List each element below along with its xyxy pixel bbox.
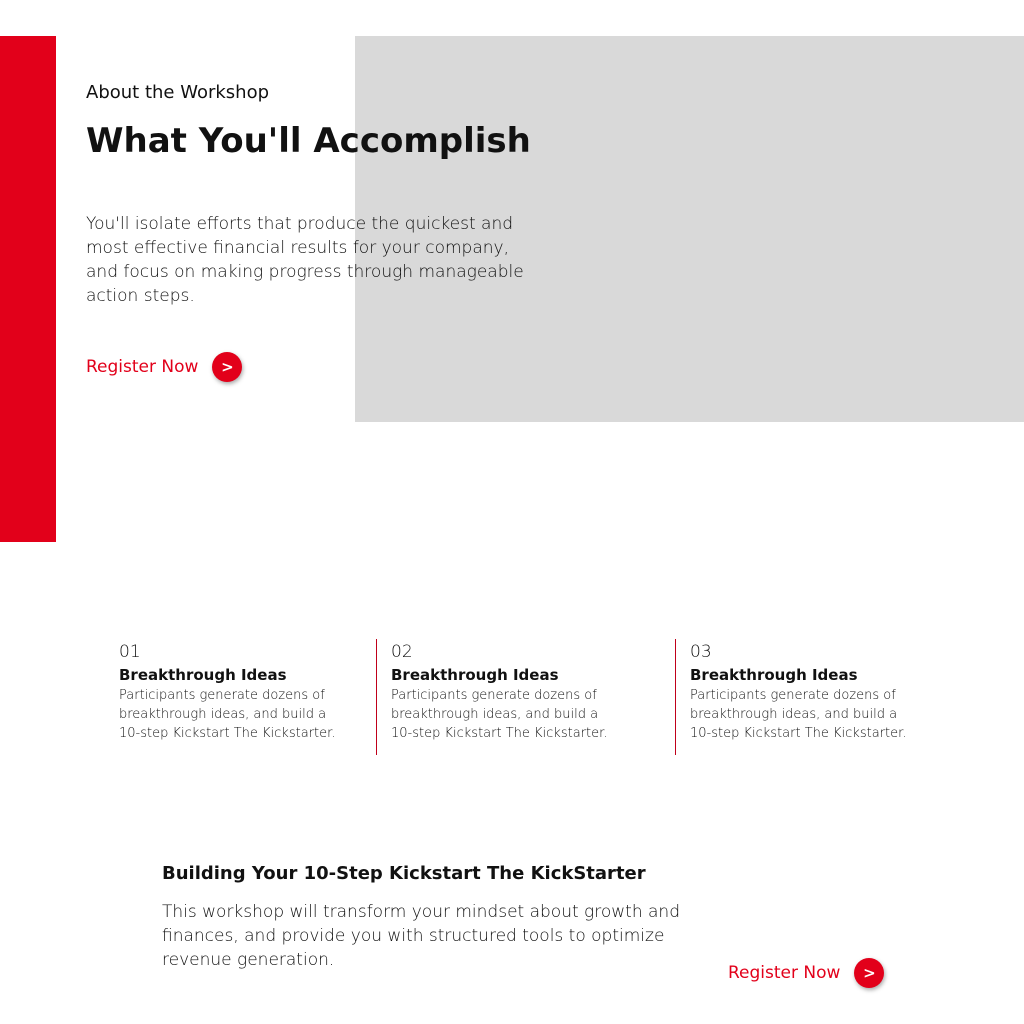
chevron-right-icon[interactable]: > <box>212 352 242 382</box>
feature-item <box>376 639 666 755</box>
kickstart-text: This workshop will transform your mindset about growth and finances, and provide you with structured tools to optimize revenue generation. <box>162 902 680 970</box>
red-accent-bar <box>0 36 56 542</box>
feature-item <box>119 639 369 755</box>
feature-number: 02 <box>391 642 413 662</box>
feature-number: 03 <box>690 642 712 662</box>
register-now-button[interactable] <box>86 351 242 383</box>
feature-item <box>675 639 965 755</box>
feature-title: Breakthrough Ideas <box>119 666 287 684</box>
feature-description: Participants generate dozens of breakthrough ideas, and build a 10-step Kickstart The Kickstarter. <box>690 688 907 741</box>
register-now-button-bottom[interactable] <box>728 957 884 989</box>
feature-title: Breakthrough Ideas <box>690 666 858 684</box>
feature-number: 01 <box>119 642 141 662</box>
feature-description: Participants generate dozens of breakthrough ideas, and build a 10-step Kickstart The Kickstarter. <box>391 688 608 741</box>
feature-title: Breakthrough Ideas <box>391 666 559 684</box>
intro-text: You'll isolate efforts that produce the quickest and most effective financial results for your company, and focus on making progress through manageable action steps. <box>86 214 524 306</box>
page-title: What You'll Accomplish <box>86 121 531 161</box>
register-now-label: Register Now <box>86 357 199 377</box>
kickstart-title: Building Your 10-Step Kickstart The KickStarter <box>162 863 646 884</box>
section-eyebrow: About the Workshop <box>86 82 270 103</box>
chevron-right-icon[interactable]: > <box>854 958 884 988</box>
feature-description: Participants generate dozens of breakthrough ideas, and build a 10-step Kickstart The Kickstarter. <box>119 688 336 741</box>
register-now-label: Register Now <box>728 963 841 983</box>
